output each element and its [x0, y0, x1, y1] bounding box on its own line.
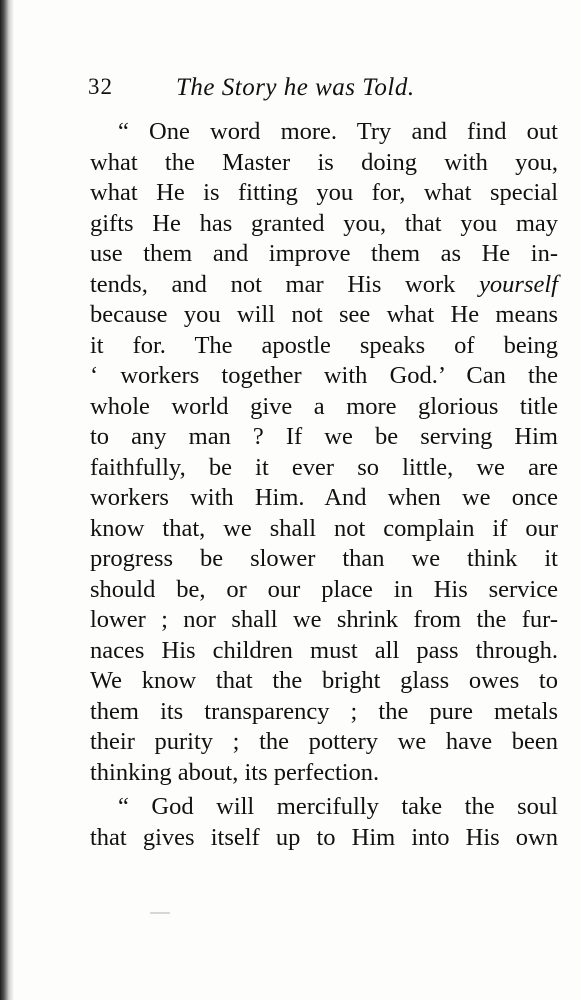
text-line: to any man ? If we be serving Him — [90, 423, 558, 450]
running-head: The Story he was Told. — [176, 74, 415, 101]
text-line: it for. The apostle speaks of being — [90, 331, 558, 359]
text-line: faithfully, be it ever so little, we are — [90, 453, 558, 481]
body-text — [90, 117, 558, 853]
text-line: should be, or our place in His service — [90, 575, 558, 603]
text-line: them its transparency ; the pure metals — [90, 697, 558, 725]
text-line: whole world give a more glorious title — [90, 392, 558, 420]
paragraph-1 — [90, 117, 558, 788]
print-smudge — [150, 912, 170, 914]
text-line: progress be slower than we think it — [90, 545, 558, 572]
text-line: because you will not see what He means — [90, 301, 558, 328]
italic-word: yourself — [479, 270, 558, 298]
text-line: know that, we shall not complain if our — [90, 514, 558, 542]
page-header — [88, 74, 498, 108]
text-line: ‘ workers together with God.’ Can the — [90, 362, 558, 389]
text-line: their purity ; the pottery we have been — [90, 728, 558, 755]
text-line: We know that the bright glass owes to — [90, 667, 558, 694]
page-edge-shadow — [0, 0, 14, 1000]
text-line: “ God will mercifully take the soul — [118, 793, 558, 820]
text-line: workers with Him. And when we once — [90, 484, 558, 511]
page-number: 32 — [88, 74, 113, 99]
text-line: what He is fitting you for, what special — [90, 179, 558, 206]
text-line-with-italic — [90, 270, 558, 301]
text-line: use them and improve them as He in- — [90, 240, 558, 267]
text-line: “ One word more. Try and find out — [118, 118, 558, 145]
text-line: what the Master is doing with you, — [90, 148, 558, 176]
text-line: gifts He has granted you, that you may — [90, 209, 558, 237]
text-line: naces His children must all pass through. — [90, 636, 558, 664]
text-line: thinking about, its perfection. — [90, 758, 380, 786]
text-line-segment: tends, and not mar His work — [90, 270, 480, 298]
text-line: lower ; nor shall we shrink from the fur- — [90, 606, 558, 633]
text-line: that gives itself up to Him into His own — [90, 823, 558, 851]
paragraph-2 — [90, 792, 558, 853]
